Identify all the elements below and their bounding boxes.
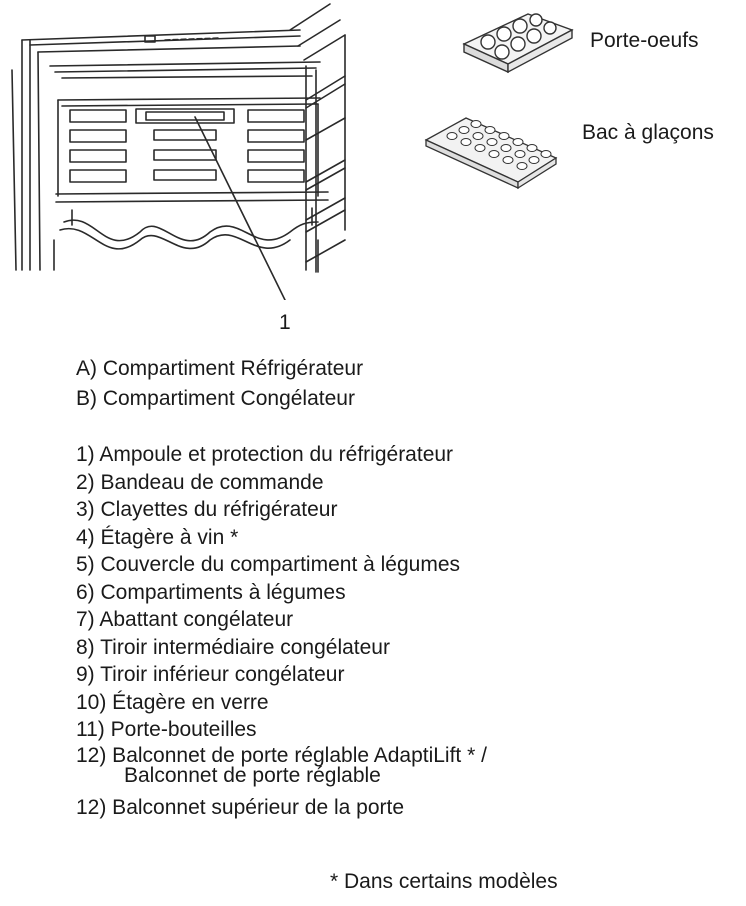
part-item-12b: 12) Balconnet supérieur de la porte (76, 795, 405, 819)
egg-tray-icon (458, 10, 578, 80)
part-item-3: 3) Clayettes du réfrigérateur (76, 498, 338, 521)
part-item-10: 10) Étagère en verre (76, 690, 269, 714)
section-item-a: A) Compartiment Réfrigérateur (76, 357, 364, 380)
part-item-2: 2) Bandeau de commande (76, 470, 324, 494)
part-item-12a-line2: Balconnet de porte réglable (124, 763, 381, 787)
ice-cube-tray-label: Bac à glaçons (582, 121, 714, 144)
part-item-5: 5) Couvercle du compartiment à légumes (76, 553, 461, 576)
part-item-1: 1) Ampoule et protection du réfrigérateur (76, 443, 454, 466)
footnote: * Dans certains modèles (330, 870, 558, 893)
part-item-12a (76, 744, 487, 788)
section-item-b: B) Compartiment Congélateur (76, 387, 355, 410)
part-item-7: 7) Abattant congélateur (76, 608, 294, 631)
parts-list (76, 441, 487, 821)
diagram-callout-1: 1 (279, 311, 291, 334)
part-item-8: 8) Tiroir intermédiaire congélateur (76, 635, 390, 659)
part-item-11: 11) Porte-bouteilles (76, 718, 257, 741)
part-item-4: 4) Étagère à vin * (76, 525, 239, 549)
part-item-12a-line1: 12) Balconnet de porte réglable AdaptiLift * / (76, 743, 487, 767)
fridge-interior-diagram (0, 0, 360, 300)
compartment-list (76, 354, 363, 414)
part-item-9: 9) Tiroir inférieur congélateur (76, 663, 345, 686)
egg-tray-label: Porte-oeufs (590, 29, 699, 52)
part-item-6: 6) Compartiments à légumes (76, 580, 346, 604)
ice-cube-tray-icon (422, 110, 562, 190)
